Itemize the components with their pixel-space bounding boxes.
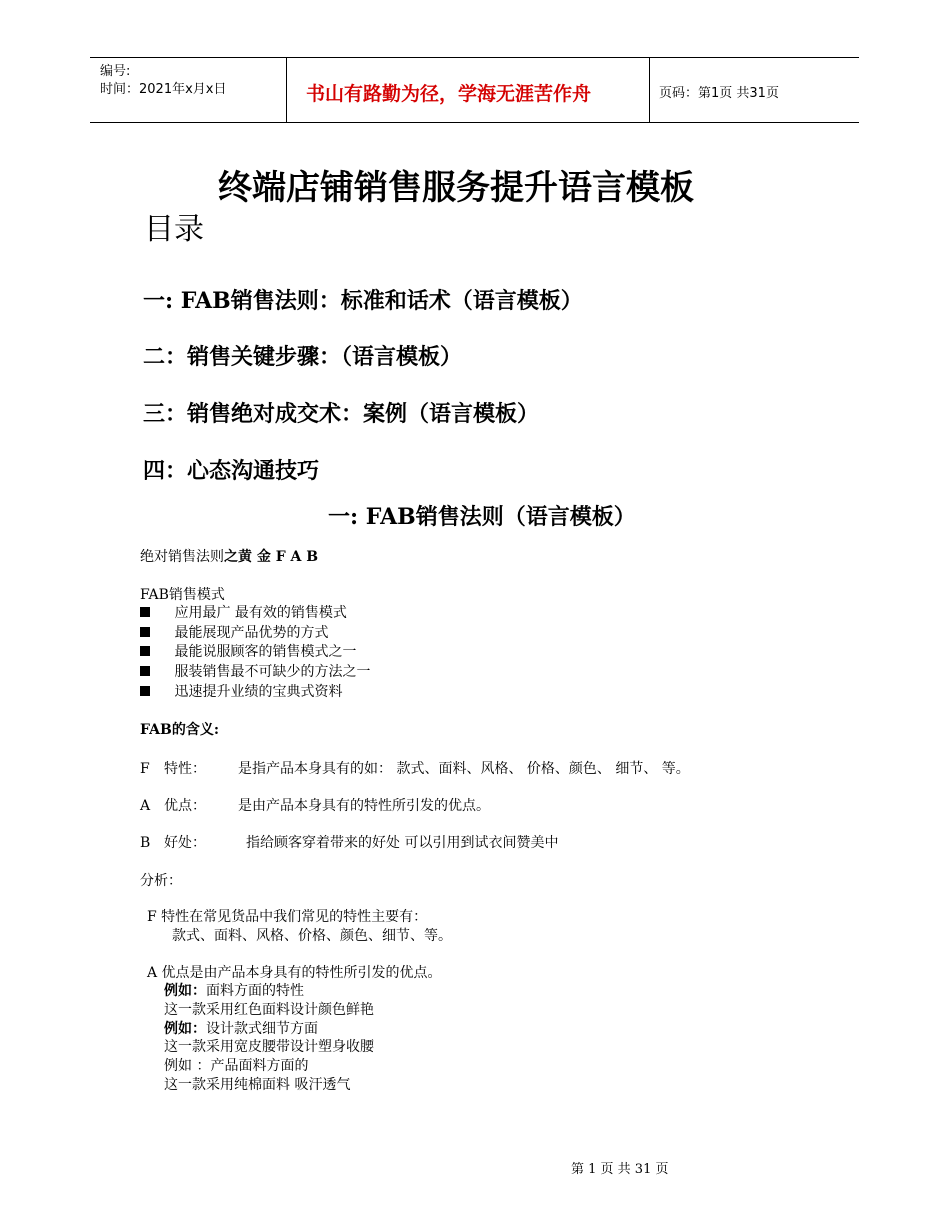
toc-item: 一: FAB销售法则：标准和话术（语言模板） [143,288,583,314]
def-letter: F [140,761,150,777]
header-top-border [90,57,859,58]
example-line [164,1074,350,1094]
example-text: 这一款采用纯棉面料 吸汗透气 [164,1077,351,1093]
rule-title-suffix: 之黄 金 F A B [224,549,319,565]
list-item [140,681,342,701]
analysis-label: 分析： [140,873,182,889]
def-text: 指给顾客穿着带来的好处 可以引用到试衣间赞美中 [246,835,559,851]
def-text: 是由产品本身具有的特性所引发的优点。 [238,798,490,814]
toc-item: 四：心态沟通技巧 [143,458,320,484]
example-text: 这一款采用红色面料设计颜色鲜艳 [164,1002,374,1018]
f-analysis-line: 款式、面料、风格、价格、颜色、细节、等。 [172,928,452,944]
a-analysis-line: A 优点是由产品本身具有的特性所引发的优点。 [147,965,442,981]
def-term: 好处： [164,835,206,851]
square-bullet-icon [140,607,150,617]
page-info: 页码：第1页 共31页 [659,86,779,101]
example-line [164,1055,308,1075]
rule-title [140,546,318,566]
def-text: 是指产品本身具有的如： 款式、面料、风格、 价格、颜色、 细节、 等。 [238,761,690,777]
def-term: 优点： [164,798,206,814]
mode-label: FAB销售模式 [140,587,225,603]
toc-item: 二：销售关键步骤：（语言模板） [143,344,463,370]
bullet-text: 最能说服顾客的销售模式之一 [174,644,357,660]
example-line [164,999,374,1019]
document-title: 终端店铺销售服务提升语言模板 [218,168,694,208]
list-item [140,641,356,661]
header-divider-left [286,57,287,122]
bullet-text: 最能展现产品优势的方式 [174,625,329,641]
example-text: 例如 ：产品面料方面的 [164,1058,309,1074]
list-item [140,602,347,622]
section-heading: 一: FAB销售法则（语言模板） [328,504,636,530]
definition-row [140,758,690,778]
bullet-text: 迅速提升业绩的宝典式资料 [174,684,343,700]
list-item [140,661,370,681]
motto: 书山有路勤为径，学海无涯苦作舟 [306,83,592,105]
bullet-text: 服装销售最不可缺少的方法之一 [174,664,371,680]
example-line [164,980,304,1000]
page-footer: 第 1 页 共 31 页 [571,1162,669,1177]
definition-row [140,832,558,852]
toc-heading: 目录 [144,212,204,247]
header-bottom-border [90,122,859,123]
f-analysis-line: F 特性在常见货品中我们常见的特性主要有： [147,909,428,925]
example-line [164,1018,318,1038]
rule-title-prefix: 绝对销售法则 [140,549,224,565]
example-label: 例如： [164,1021,206,1037]
square-bullet-icon [140,627,150,637]
toc-item: 三：销售绝对成交术：案例（语言模板） [143,401,540,427]
example-line [164,1036,374,1056]
meaning-label: FAB的含义: [140,722,219,738]
square-bullet-icon [140,666,150,676]
list-item [140,622,328,642]
square-bullet-icon [140,646,150,656]
square-bullet-icon [140,686,150,696]
header-divider-right [649,57,650,122]
def-term: 特性： [164,761,206,777]
example-label: 例如： [164,983,206,999]
example-text: 设计款式细节方面 [206,1021,318,1037]
example-text: 面料方面的特性 [206,983,304,999]
def-letter: B [140,835,151,851]
example-text: 这一款采用宽皮腰带设计塑身收腰 [164,1039,374,1055]
def-letter: A [140,798,151,814]
bullet-text: 应用最广 最有效的销售模式 [174,605,347,621]
time-label: 时间：2021年x月x日 [100,82,227,97]
definition-row [140,795,490,815]
serial-label: 编号: [100,64,131,79]
